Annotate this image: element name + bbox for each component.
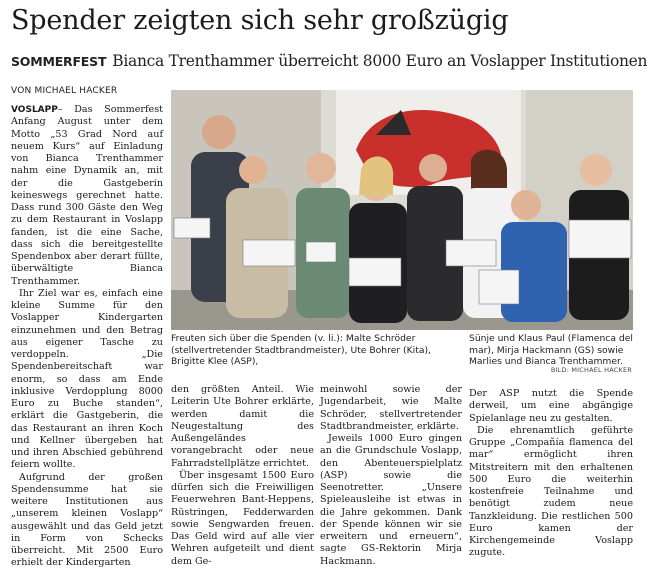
article-subline bbox=[11, 51, 647, 72]
paragraph: Die ehrenamtlich geführte Gruppe „Compañía flamenca del mar“ ermöglicht ihren Mitstreitern mit den erhaltenen 500 Euro die weiterhin kostenfreie Teilnahme und benötigt zudem neue Tanzkleidung. Die restlichen 500 Euro kamen der Kirchengemeinde Voslapp zugute. bbox=[469, 424, 633, 559]
paragraph bbox=[11, 104, 163, 288]
article-subtitle: Bianca Trenthammer überreicht 8000 Euro an Voslapper Institutionen bbox=[112, 52, 647, 70]
group-photo bbox=[171, 90, 633, 330]
group-photo-illustration bbox=[171, 90, 633, 330]
paragraph: Der ASP nutzt die Spende derweil, um eine abgängige Spielanlage neu zu gestalten. bbox=[469, 388, 633, 424]
paragraph: den größten Anteil. Wie Leiterin Ute Bohrer erklärte, werden damit die Neugestaltung des Außengeländes vorangebracht oder neue Fahrradstellplätze errichtet. bbox=[171, 384, 314, 469]
text-column-2 bbox=[171, 384, 314, 568]
paragraph: Aufgrund der großen Spendensumme hat sie weitere Institutionen aus „unserem kleinen Voslapp“ ausgewählt und das Geld jetzt in Form von Schecks überreicht. Mit 2500 Euro erhielt der Kindergarten bbox=[11, 471, 163, 569]
photo-credit: BILD: MICHAEL HACKER bbox=[550, 366, 632, 374]
photo-caption-right: Sünje und Klaus Paul (Flamenca del mar), Mirja Hackmann (GS) sowie Marlies und Bianca Trenthammer. bbox=[469, 333, 633, 367]
paragraph: meinwohl sowie der Jugendarbeit, wie Malte Schröder, stellvertretender Stadtbrandmeister, erklärte. bbox=[320, 384, 462, 432]
paragraph: Ihr Ziel war es, einfach eine kleine Summe für den Voslapper Kindergarten einzunehmen und den Betrag aus eigener Tasche zu verdoppeln. „Die Spendenbereitschaft war enorm, so dass am Ende inklusive Verdopplung 8000 Euro zu Buche standen“, erklärt die Gastgeberin, die das Restaurant an ihren Koch und Kellner übergeben hat und ihren Abschied gebührend feiern wollte. bbox=[11, 287, 163, 471]
article-byline: VON MICHAEL HACKER bbox=[11, 86, 118, 96]
paragraph-text: – Das Sommerfest Anfang August unter dem Motto „53 Grad Nord auf neuem Kurs“ auf Einladung von Bianca Trenthammer nahm eine Dynamik an, mit der die Gastgeberin keineswegs gerechnet hatte. Dass rund 300 Gäste den Weg zu dem Restaurant in Voslapp fanden, ist die eine Sache, dass sich die bereitgestellte Spendenbox aber derart füllte, überwältigte Bianca Trenthammer. bbox=[11, 104, 163, 287]
article-headline: Spender zeigten sich sehr großzügig bbox=[11, 5, 509, 36]
dateline: VOSLAPP bbox=[11, 105, 58, 115]
paragraph: Über insgesamt 1500 Euro dürfen sich die Freiwilligen Feuerwehren Bant-Heppens, Rüstringen, Fedderwarden sowie Sengwarden freuen. Das Geld wird auf alle vier Wehren aufgeteilt und dient dem Ge- bbox=[171, 469, 314, 567]
text-column-1 bbox=[11, 104, 163, 570]
text-column-4 bbox=[469, 388, 633, 560]
photo-caption-left: Freuten sich über die Spenden (v. li.): Malte Schröder (stellvertretender Stadtbrandmeister), Ute Bohrer (Kita), Brigitte Klee (ASP), bbox=[171, 333, 431, 367]
paragraph: Jeweils 1000 Euro gingen an die Grundschule Voslapp, den Abenteuerspielplatz (ASP) sowie die Seenotretter. „Unsere Spieleausleihe ist etwas in die Jahre gekommen. Dank der Spende können wir sie erweitern und erneuern“, sagte GS-Rektorin Mirja Hackmann. bbox=[320, 433, 462, 567]
text-column-3 bbox=[320, 384, 462, 568]
article-kicker: SOMMERFEST bbox=[11, 54, 107, 69]
